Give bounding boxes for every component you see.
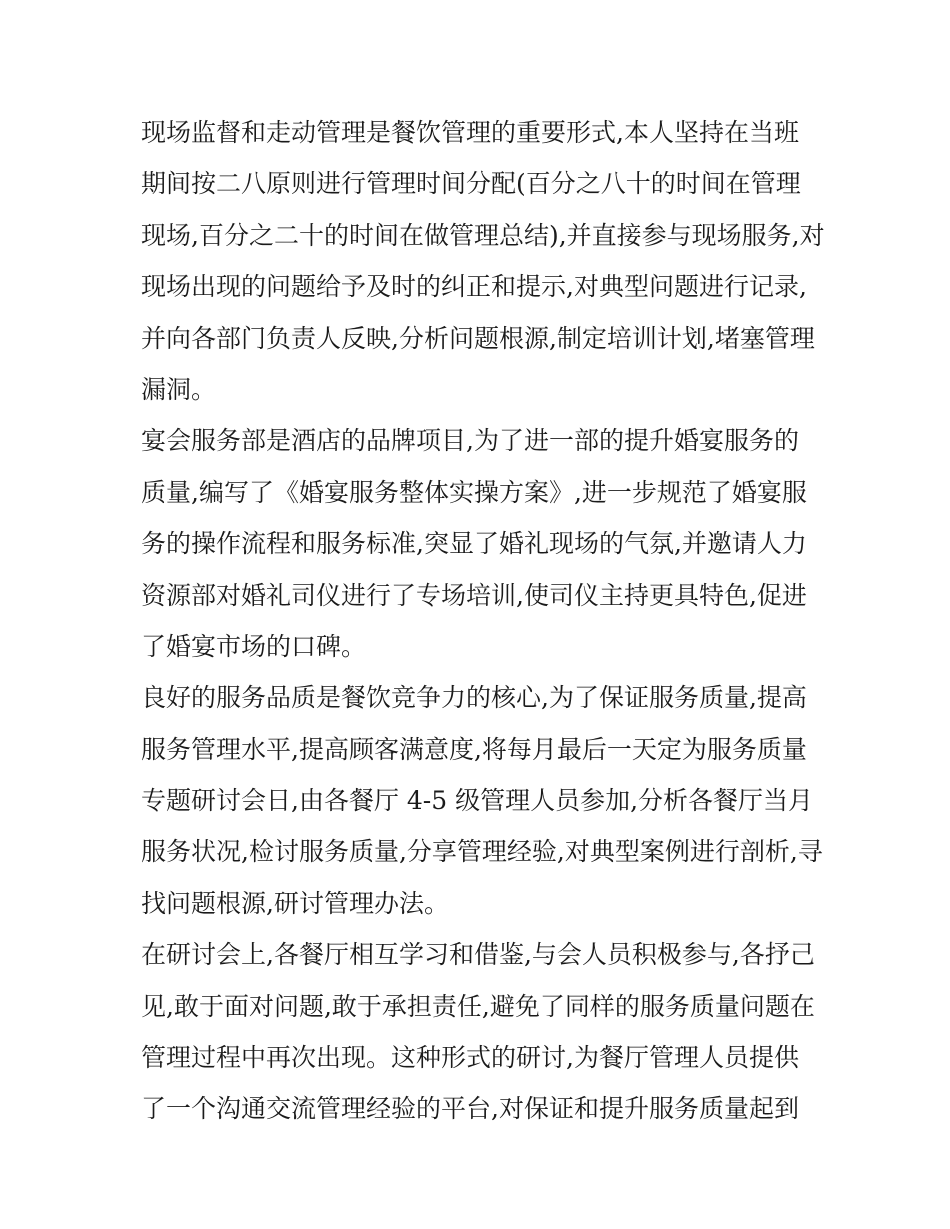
text-line: 良好的服务品质是餐饮竞争力的核心,为了保证服务质量,提高	[141, 683, 807, 713]
text-line: 质量,编写了《婚宴服务整体实操方案》,进一步规范了婚宴服	[141, 477, 807, 507]
text-line: 了一个沟通交流管理经验的平台,对保证和提升服务质量起到	[141, 1094, 799, 1124]
text-line: 了婚宴市场的口碑。	[141, 631, 367, 661]
text-line: 务的操作流程和服务标准,突显了婚礼现场的气氛,并邀请人力	[141, 529, 807, 559]
text-line: 服务状况,检讨服务质量,分享管理经验,对典型案例进行剖析,寻	[141, 837, 823, 867]
text-line: 现场,百分之二十的时间在做管理总结),并直接参与现场服务,对	[141, 220, 825, 250]
text-line: 资源部对婚礼司仪进行了专场培训,使司仪主持更具特色,促进	[141, 580, 807, 610]
text-line: 并向各部门负责人反映,分析问题根源,制定培训计划,堵塞管理	[141, 323, 815, 353]
text-line: 宴会服务部是酒店的品牌项目,为了进一部的提升婚宴服务的	[141, 426, 799, 456]
text-line: 服务管理水平,提高顾客满意度,将每月最后一天定为服务质量	[141, 734, 807, 764]
text-line: 管理过程中再次出现。这种形式的研讨,为餐厅管理人员提供	[141, 1043, 799, 1073]
text-line: 现场监督和走动管理是餐饮管理的重要形式,本人坚持在当班	[141, 118, 799, 147]
text-line: 漏洞。	[141, 374, 217, 404]
document-body	[141, 107, 831, 1135]
text-line: 在研讨会上,各餐厅相互学习和借鉴,与会人员积极参与,各抒己	[141, 940, 815, 970]
text-line: 专题研讨会日,由各餐厅 4-5 级管理人员参加,分析各餐厅当月	[141, 786, 814, 816]
text-line: 现场出现的问题给予及时的纠正和提示,对典型问题进行记录,	[141, 272, 807, 302]
text-line: 期间按二八原则进行管理时间分配(百分之八十的时间在管理	[141, 169, 801, 199]
text-line: 找问题根源,研讨管理办法。	[141, 888, 449, 918]
text-line: 见,敢于面对问题,敢于承担责任,避免了同样的服务质量问题在	[141, 991, 815, 1021]
